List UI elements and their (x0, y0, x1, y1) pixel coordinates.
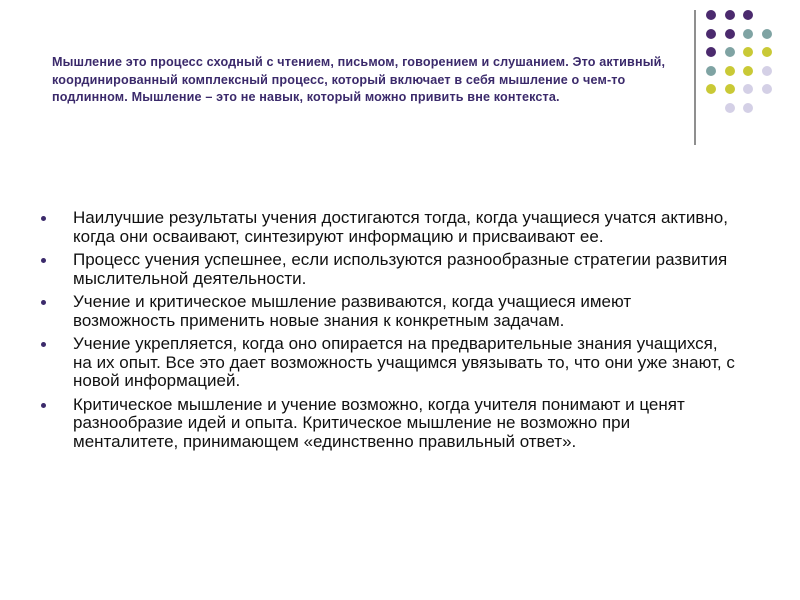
bullet-item (35, 293, 735, 330)
slide-title: Мышление это процесс сходный с чтением, письмом, говорением и слушанием. Это активный, координированный комплексный процесс, который включает в себя мышление о чем-то подлинном. Мышление – это не навык, который можно привить вне контекста. (52, 55, 666, 104)
bullet-item (35, 335, 735, 391)
decor-dot-icon (762, 29, 772, 39)
decor-dot-icon (743, 10, 753, 20)
vertical-divider (694, 10, 696, 145)
bullet-item (35, 251, 735, 288)
bullet-marker-icon (41, 342, 46, 347)
decor-dot-icon (706, 84, 716, 94)
decor-dot-icon (706, 10, 716, 20)
decor-dot-icon (725, 103, 735, 113)
decor-dot-icon (743, 29, 753, 39)
decor-dot-icon (725, 84, 735, 94)
decor-dot-icon (743, 66, 753, 76)
decor-dot-icon (706, 47, 716, 57)
bullet-marker-icon (41, 300, 46, 305)
bullet-marker-icon (41, 403, 46, 408)
decor-dot-icon (725, 47, 735, 57)
decor-dot-icon (706, 66, 716, 76)
decor-dot-icon (762, 66, 772, 76)
bullet-text: Наилучшие результаты учения достигаются тогда, когда учащиеся учатся активно, когда они осваивают, синтезируют информацию и присваивают ее. (73, 208, 728, 246)
bullet-list (35, 209, 735, 456)
bullet-text: Учение и критическое мышление развиваются, когда учащиеся имеют возможность применить новые знания к конкретным задачам. (73, 292, 632, 330)
bullet-text: Учение укрепляется, когда оно опирается на предварительные знания учащихся, на их опыт. Все это дает возможность учащимся увязывать то, что они уже знают, с новой информацией. (73, 334, 735, 390)
decor-dot-icon (706, 29, 716, 39)
bullet-item (35, 396, 735, 452)
bullet-text: Критическое мышление и учение возможно, когда учителя понимают и ценят разнообразие идей и опыта. Критическое мышление не возможно при менталитете, принимающем «единственно правильный ответ». (73, 394, 685, 451)
bullet-marker-icon (41, 216, 46, 221)
bullet-item (35, 209, 735, 246)
decorative-dot-grid (706, 10, 786, 130)
decor-dot-icon (725, 10, 735, 20)
decor-dot-icon (743, 47, 753, 57)
bullet-text: Процесс учения успешнее, если используются разнообразные стратегии развития мыслительной деятельности. (73, 250, 728, 288)
decor-dot-icon (762, 47, 772, 57)
decor-dot-icon (725, 66, 735, 76)
decor-dot-icon (743, 84, 753, 94)
decor-dot-icon (743, 103, 753, 113)
decor-dot-icon (762, 84, 772, 94)
bullet-marker-icon (41, 258, 46, 263)
decor-dot-icon (725, 29, 735, 39)
